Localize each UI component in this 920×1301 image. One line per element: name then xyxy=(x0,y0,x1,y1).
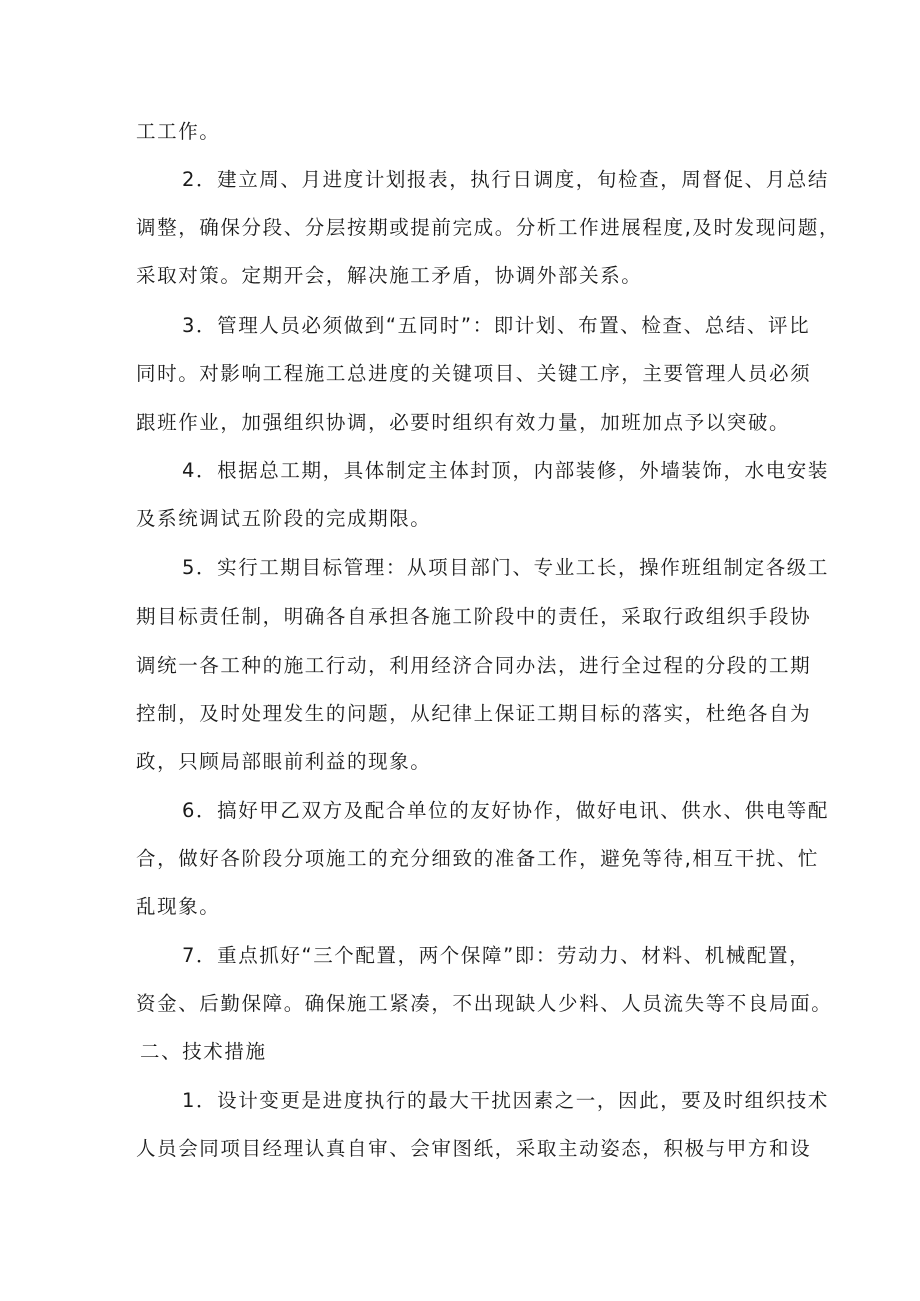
text-line: 跟班作业，加强组织协调，必要时组织有效力量，加班加点予以突破。 xyxy=(136,411,791,434)
text-line: 乱现象。 xyxy=(136,895,221,918)
text-line: 1．设计变更是进度执行的最大干扰因素之一，因此，要及时组织技术 xyxy=(182,1089,830,1112)
text-line: 同时。对影响工程施工总进度的关键项目、关键工序，主要管理人员必须 xyxy=(136,362,812,385)
text-line: 2．建立周、月进度计划报表，执行日调度，旬检查，周督促、月总结 xyxy=(182,168,830,191)
text-line: 7．重点抓好“三个配置，两个保障”即：劳动力、材料、机械配置， xyxy=(182,944,811,967)
text-line: 人员会同项目经理认真自审、会审图纸，采取主动姿态，积极与甲方和设 xyxy=(136,1137,812,1160)
text-line: 期目标责任制，明确各自承担各施工阶段中的责任，采取行政组织手段协 xyxy=(136,605,812,628)
text-line: 4．根据总工期，具体制定主体封顶，内部装修，外墙装饰，水电安装 xyxy=(182,459,830,482)
text-line: 政，只顾局部眼前利益的现象。 xyxy=(136,750,432,773)
text-line: 工工作。 xyxy=(136,120,221,143)
text-line: 调统一各工种的施工行动，利用经济合同办法，进行全过程的分段的工期 xyxy=(136,654,812,677)
section-heading: 二、技术措施 xyxy=(140,1040,267,1063)
text-line: 调整，确保分段、分层按期或提前完成。分析工作进展程度,及时发现问题， xyxy=(136,216,841,239)
text-line: 采取对策。定期开会，解决施工矛盾，协调外部关系。 xyxy=(136,264,643,287)
text-line: 合，做好各阶段分项施工的充分细致的准备工作，避免等待,相互干扰、忙 xyxy=(136,847,819,870)
text-line: 3．管理人员必须做到“五同时”：即计划、布置、检查、总结、评比 xyxy=(182,314,811,337)
text-line: 资金、后勤保障。确保施工紧凑，不出现缺人少料、人员流失等不良局面。 xyxy=(136,992,833,1015)
text-line: 5．实行工期目标管理：从项目部门、专业工长，操作班组制定各级工 xyxy=(182,556,830,579)
text-line: 6．搞好甲乙双方及配合单位的友好协作，做好电讯、供水、供电等配 xyxy=(182,799,830,822)
text-line: 及系统调试五阶段的完成期限。 xyxy=(136,507,432,530)
text-line: 控制，及时处理发生的问题，从纪律上保证工期目标的落实，杜绝各自为 xyxy=(136,702,812,725)
